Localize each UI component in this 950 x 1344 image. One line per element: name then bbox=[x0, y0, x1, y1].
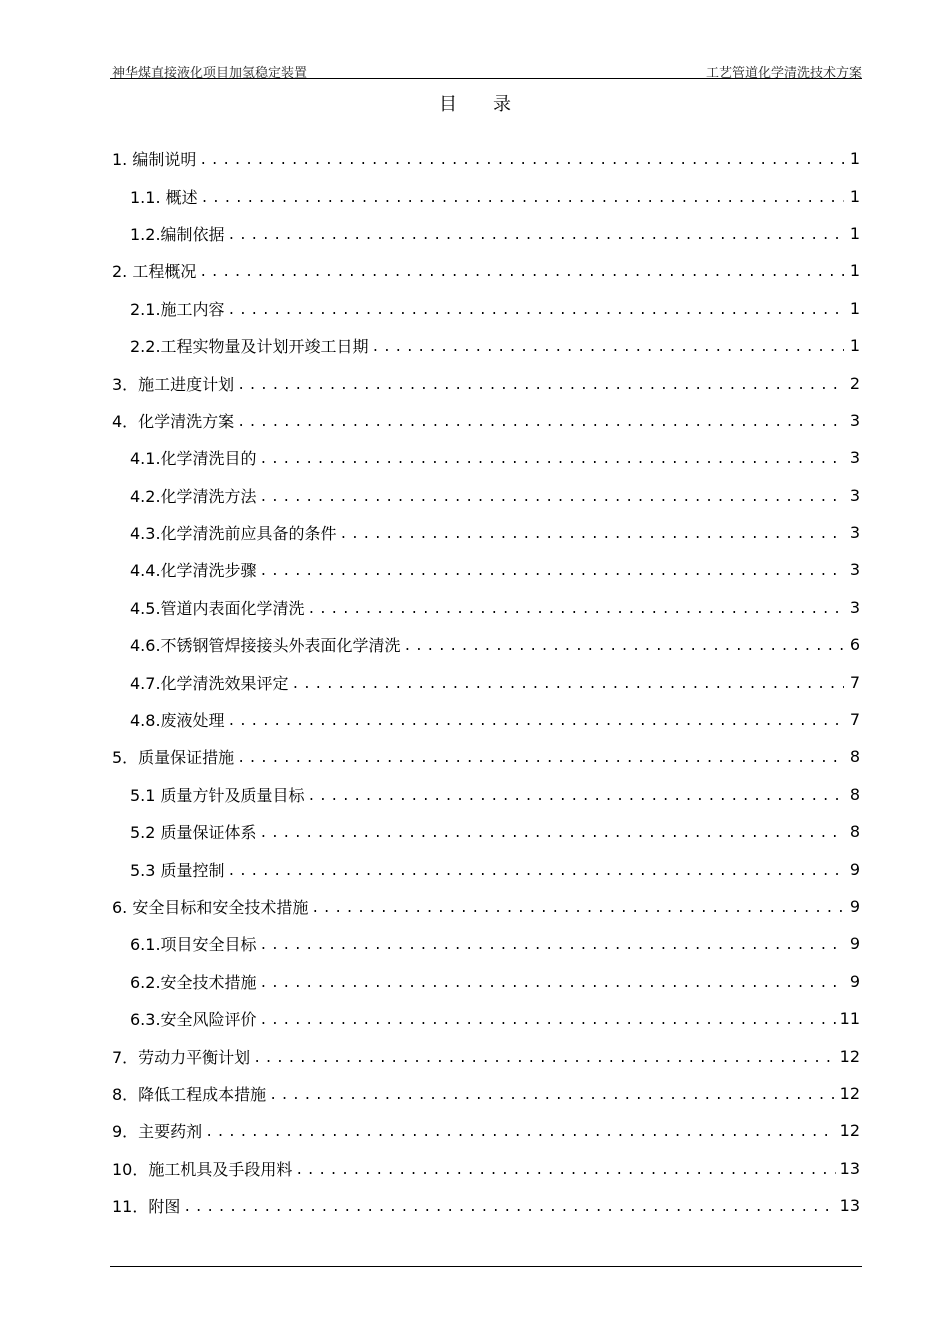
toc-entry[interactable] bbox=[112, 776, 860, 813]
toc-entry[interactable] bbox=[112, 439, 860, 476]
toc-leader-dots bbox=[228, 714, 844, 729]
toc-leader-dots bbox=[292, 677, 844, 692]
toc-entry-page-number: 11 bbox=[839, 1009, 860, 1029]
toc-entry-label: 5.3 质量控制 bbox=[130, 860, 225, 880]
toc-entry[interactable] bbox=[112, 290, 860, 327]
toc-entry[interactable] bbox=[112, 663, 860, 700]
toc-entry[interactable] bbox=[112, 626, 860, 663]
toc-title bbox=[0, 90, 950, 116]
toc-entry-page-number: 7 bbox=[849, 672, 860, 692]
toc-leader-dots bbox=[260, 1013, 836, 1028]
toc-entry-page-number: 9 bbox=[849, 971, 860, 991]
toc-leader-dots bbox=[237, 378, 844, 393]
toc-entry[interactable] bbox=[112, 738, 860, 775]
toc-leader-dots bbox=[199, 265, 844, 280]
toc-entry-label: 10．施工机具及手段用料 bbox=[112, 1159, 293, 1179]
toc-entry-page-number: 9 bbox=[849, 897, 860, 916]
toc-entry-page-number: 1 bbox=[849, 298, 860, 318]
page-header bbox=[110, 58, 862, 79]
toc-entry-page-number: 12 bbox=[839, 1121, 860, 1141]
toc-leader-dots bbox=[260, 452, 844, 467]
toc-entry-label: 4.6.不锈钢管焊接接头外表面化学清洗 bbox=[130, 636, 401, 656]
toc-entry-label: 8．降低工程成本措施 bbox=[112, 1084, 267, 1104]
toc-leader-dots bbox=[269, 1088, 835, 1103]
toc-entry-label: 5.2 质量保证体系 bbox=[130, 823, 257, 843]
toc-entry-label: 4.1.化学清洗目的 bbox=[130, 449, 257, 469]
toc-leader-dots bbox=[340, 527, 844, 542]
toc-entry[interactable] bbox=[112, 551, 860, 588]
toc-entry[interactable] bbox=[112, 1000, 860, 1037]
toc-entry-label: 4.5.管道内表面化学清洗 bbox=[130, 598, 305, 618]
toc-leader-dots bbox=[372, 340, 844, 355]
toc-entry-label: 2. 工程概况 bbox=[112, 262, 197, 282]
toc-leader-dots bbox=[295, 1163, 835, 1178]
toc-entry[interactable] bbox=[112, 813, 860, 850]
toc-entry-page-number: 8 bbox=[849, 822, 860, 842]
toc-entry[interactable] bbox=[112, 514, 860, 551]
toc-entry-page-number: 12 bbox=[839, 1046, 860, 1066]
toc-entry-page-number: 6 bbox=[849, 635, 860, 655]
toc-entry-label: 5．质量保证措施 bbox=[112, 748, 235, 768]
toc-title-char: 目 bbox=[439, 94, 457, 115]
toc-entry-label: 11．附图 bbox=[112, 1197, 181, 1217]
toc-leader-dots bbox=[228, 303, 844, 318]
toc-entry[interactable] bbox=[112, 1037, 860, 1074]
toc-entry-page-number: 7 bbox=[849, 710, 860, 730]
toc-entry-page-number: 1 bbox=[849, 261, 860, 281]
toc-leader-dots bbox=[260, 826, 844, 841]
toc-entry[interactable] bbox=[112, 1187, 860, 1224]
toc-leader-dots bbox=[260, 564, 844, 579]
toc-entry-page-number: 12 bbox=[839, 1083, 860, 1103]
toc-entry-page-number: 2 bbox=[849, 373, 860, 393]
toc-entry[interactable] bbox=[112, 140, 860, 177]
toc-leader-dots bbox=[228, 864, 844, 879]
toc-entry-label: 4.8.废液处理 bbox=[130, 711, 225, 731]
toc-entry-page-number: 1 bbox=[849, 336, 860, 356]
toc-entry[interactable] bbox=[112, 402, 860, 439]
toc-leader-dots bbox=[260, 490, 844, 505]
toc-leader-dots bbox=[404, 639, 844, 654]
toc-entry-page-number: 13 bbox=[839, 1158, 860, 1178]
toc-entry-label: 2.1.施工内容 bbox=[130, 299, 225, 319]
toc-entry-page-number: 13 bbox=[839, 1196, 860, 1216]
toc-entry-page-number: 8 bbox=[849, 747, 860, 767]
toc-entry-label: 1.2.编制依据 bbox=[130, 224, 225, 244]
toc-entry-label: 1.1. 概述 bbox=[130, 187, 198, 207]
toc-leader-dots bbox=[308, 602, 844, 617]
toc-leader-dots bbox=[308, 789, 844, 804]
toc-entry-label: 6.1.项目安全目标 bbox=[130, 935, 257, 955]
toc-entry[interactable] bbox=[112, 701, 860, 738]
toc-entry[interactable] bbox=[112, 850, 860, 887]
toc-entry[interactable] bbox=[112, 327, 860, 364]
toc-leader-dots bbox=[201, 191, 844, 206]
toc-leader-dots bbox=[311, 901, 844, 916]
toc-entry-label: 7．劳动力平衡计划 bbox=[112, 1047, 251, 1067]
toc-entry[interactable] bbox=[112, 364, 860, 401]
toc-entry-label: 5.1 质量方针及质量目标 bbox=[130, 785, 305, 805]
toc-entry[interactable] bbox=[112, 888, 860, 925]
toc-entry-label: 1. 编制说明 bbox=[112, 150, 197, 170]
toc-entry[interactable] bbox=[112, 1075, 860, 1112]
toc-entry[interactable] bbox=[112, 1150, 860, 1187]
header-document-name: 工艺管道化学清洗技术方案 bbox=[705, 66, 862, 81]
toc-entry-page-number: 1 bbox=[849, 223, 860, 243]
toc-title-char: 录 bbox=[493, 94, 511, 115]
toc-entry[interactable] bbox=[112, 963, 860, 1000]
toc-leader-dots bbox=[237, 751, 844, 766]
toc-entry[interactable] bbox=[112, 477, 860, 514]
toc-entry-label: 9．主要药剂 bbox=[112, 1122, 203, 1142]
toc-entry[interactable] bbox=[112, 925, 860, 962]
toc-leader-dots bbox=[260, 976, 844, 991]
toc-leader-dots bbox=[260, 938, 844, 953]
toc-entry-page-number: 3 bbox=[849, 560, 860, 580]
table-of-contents bbox=[112, 140, 860, 1224]
toc-entry-page-number: 1 bbox=[849, 186, 860, 206]
header-project-name: 神华煤直接液化项目加氢稳定装置 bbox=[112, 66, 308, 81]
toc-entry-label: 4.2.化学清洗方法 bbox=[130, 486, 257, 506]
toc-entry-page-number: 1 bbox=[849, 149, 860, 169]
toc-entry-page-number: 8 bbox=[849, 784, 860, 804]
toc-entry[interactable] bbox=[112, 215, 860, 252]
toc-leader-dots bbox=[228, 228, 844, 243]
toc-entry-page-number: 9 bbox=[849, 859, 860, 879]
toc-entry-page-number: 3 bbox=[849, 597, 860, 617]
toc-leader-dots bbox=[205, 1125, 835, 1140]
toc-entry[interactable] bbox=[112, 177, 860, 214]
toc-entry-label: 4．化学清洗方案 bbox=[112, 411, 235, 431]
toc-entry[interactable] bbox=[112, 252, 860, 289]
toc-entry-label: 4.4.化学清洗步骤 bbox=[130, 561, 257, 581]
toc-entry-label: 6.3.安全风险评价 bbox=[130, 1010, 257, 1030]
toc-entry-label: 3．施工进度计划 bbox=[112, 374, 235, 394]
toc-entry-page-number: 3 bbox=[849, 485, 860, 505]
toc-leader-dots bbox=[183, 1200, 835, 1215]
toc-entry-label: 6.2.安全技术措施 bbox=[130, 972, 257, 992]
toc-entry-page-number: 9 bbox=[849, 934, 860, 954]
toc-entry[interactable] bbox=[112, 1112, 860, 1149]
toc-leader-dots bbox=[237, 415, 844, 430]
toc-leader-dots bbox=[253, 1051, 835, 1066]
toc-entry-label: 6. 安全目标和安全技术措施 bbox=[112, 898, 309, 917]
footer-rule bbox=[110, 1266, 862, 1267]
toc-entry-label: 4.3.化学清洗前应具备的条件 bbox=[130, 524, 337, 544]
toc-entry-page-number: 3 bbox=[849, 448, 860, 468]
toc-entry-label: 4.7.化学清洗效果评定 bbox=[130, 673, 289, 693]
toc-entry-label: 2.2.工程实物量及计划开竣工日期 bbox=[130, 337, 369, 357]
toc-entry-page-number: 3 bbox=[849, 410, 860, 430]
toc-entry[interactable] bbox=[112, 589, 860, 626]
toc-leader-dots bbox=[199, 153, 844, 168]
toc-entry-page-number: 3 bbox=[849, 523, 860, 543]
